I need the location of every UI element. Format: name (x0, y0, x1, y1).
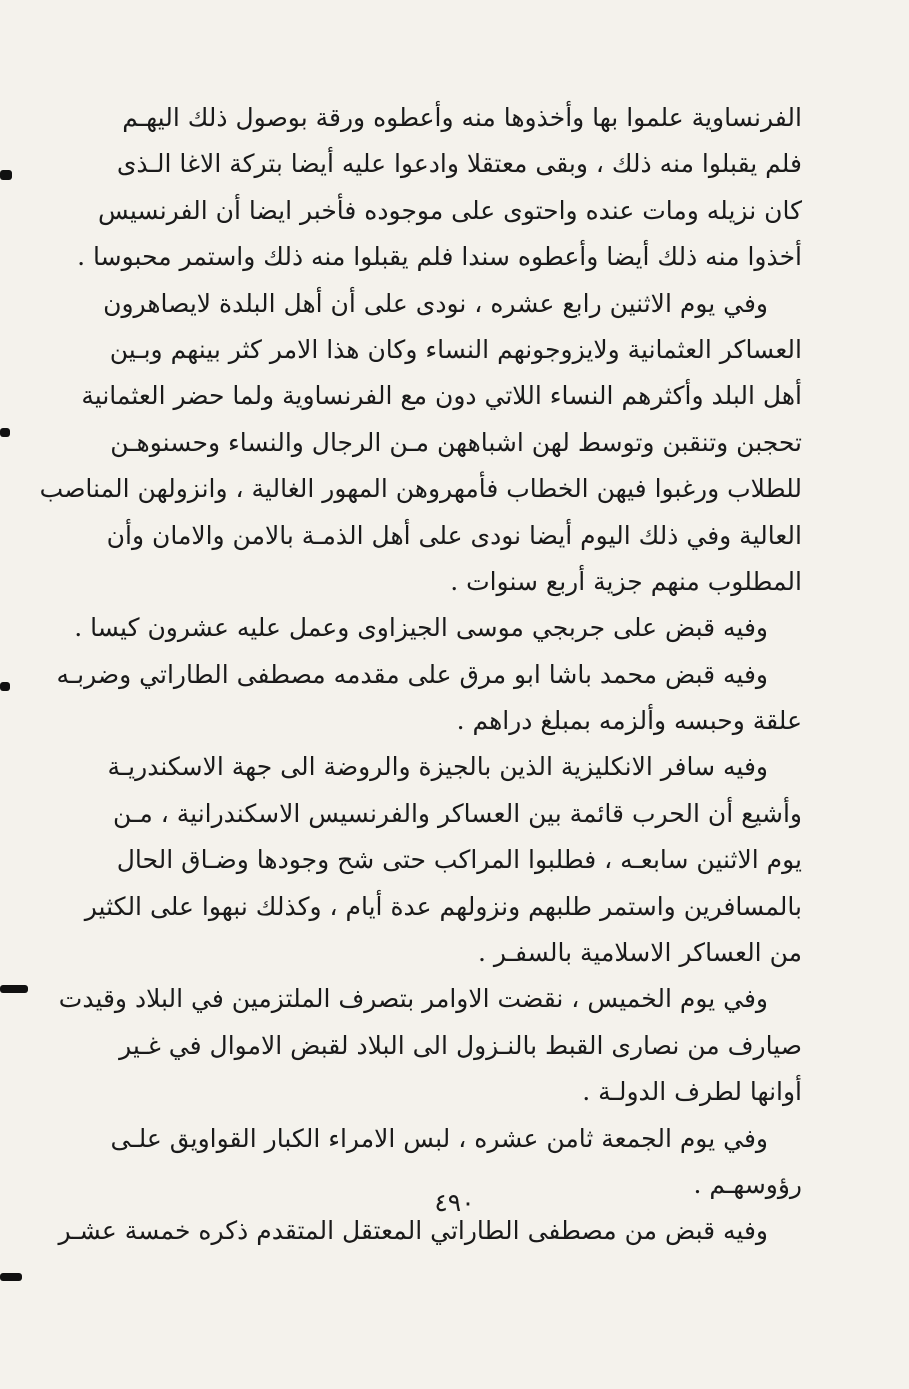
text-line: وفي يوم الاثنين رابع عشره ، نودى على أن أهل البلدة لايصاهرون (103, 288, 768, 318)
text-line: كان نزيله ومات عنده واحتوى على موجوده فأخبر ايضا أن الفرنسيس (97, 195, 802, 225)
text-line: المطلوب منهم جزية أربع سنوات . (450, 566, 802, 596)
text-line: العساكر العثمانية ولايزوجونهم النساء وكان هذا الامر كثر بينهم وبـين (109, 334, 802, 364)
text-line: يوم الاثنين سابعـه ، فطلبوا المراكب حتى شح وجودها وضـاق الحال (116, 845, 802, 875)
text-line: صيارف من نصارى القبط بالنـزول الى البلاد لقبض الاموال في غـير (119, 1030, 802, 1060)
text-line: فلم يقبلوا منه ذلك ، وبقى معتقلا وادعوا عليه أيضا بتركة الاغا الـذى (116, 149, 802, 179)
text-line: العالية وفي ذلك اليوم أيضا نودى على أهل الذمـة بالامن والامان وأن (106, 520, 802, 550)
text-line: أخذوا منه ذلك أيضا وأعطوه سندا فلم يقبلوا منه ذلك واستمر محبوسا . (77, 242, 802, 272)
text-line: رؤوسهـم . (693, 1169, 802, 1199)
text-line: أوانها لطرف الدولـة . (582, 1077, 802, 1107)
text-line: الفرنساوية علموا بها وأخذوها منه وأعطوه ورقة بوصول ذلك اليهـم (122, 103, 802, 132)
binding-mark (0, 985, 28, 993)
text-line: وفيه قبض على جربجي موسى الجيزاوى وعمل عليه عشرون كيسا . (74, 613, 768, 643)
text-line: وفيه قبض محمد باشا ابو مرق على مقدمه مصطفى الطاراتي وضربـه (56, 659, 768, 689)
body-text (39, 103, 802, 1265)
binding-mark (0, 1273, 22, 1281)
text-line: وفيه سافر الانكليزية الذين بالجيزة والروضة الى جهة الاسكندريـة (107, 752, 768, 782)
page-number: ٤٩٠ (434, 1188, 475, 1217)
text-line: من العساكر الاسلامية بالسفـر . (477, 938, 802, 968)
binding-mark (0, 428, 10, 437)
text-line: وفي يوم الخميس ، نقضت الاوامر بتصرف الملتزمين في البلاد وقيدت (58, 984, 768, 1014)
text-line: أهل البلد وأكثرهم النساء اللاتي دون مع الفرنساوية ولما حضر العثمانية (81, 381, 802, 411)
text-line: للطلاب ورغبوا فيهن الخطاب فأمهروهن المهور الغالية ، وانزولهن المناصب (39, 474, 802, 504)
text-line: وفيه قبض من مصطفى الطاراتي المعتقل المتقدم ذكره خمسة عشـر (58, 1216, 768, 1246)
text-line: تحجبن وتنقبن وتوسط لهن اشباههن مـن الرجال والنساء وحسنوهـن (110, 427, 802, 457)
text-line: وفي يوم الجمعة ثامن عشره ، لبس الامراء الكبار القواويق علـى (110, 1123, 768, 1153)
binding-mark (0, 170, 12, 180)
text-line: علقة وحبسه وألزمه بمبلغ دراهم . (456, 706, 802, 736)
text-line: بالمسافرين واستمر طلبهم ونزولهم عدة أيام ، وكذلك نبهوا على الكثير (84, 891, 802, 921)
text-line: وأشيع أن الحرب قائمة بين العساكر والفرنسيس الاسكندرانية ، مـن (113, 798, 802, 828)
binding-mark (0, 682, 10, 691)
